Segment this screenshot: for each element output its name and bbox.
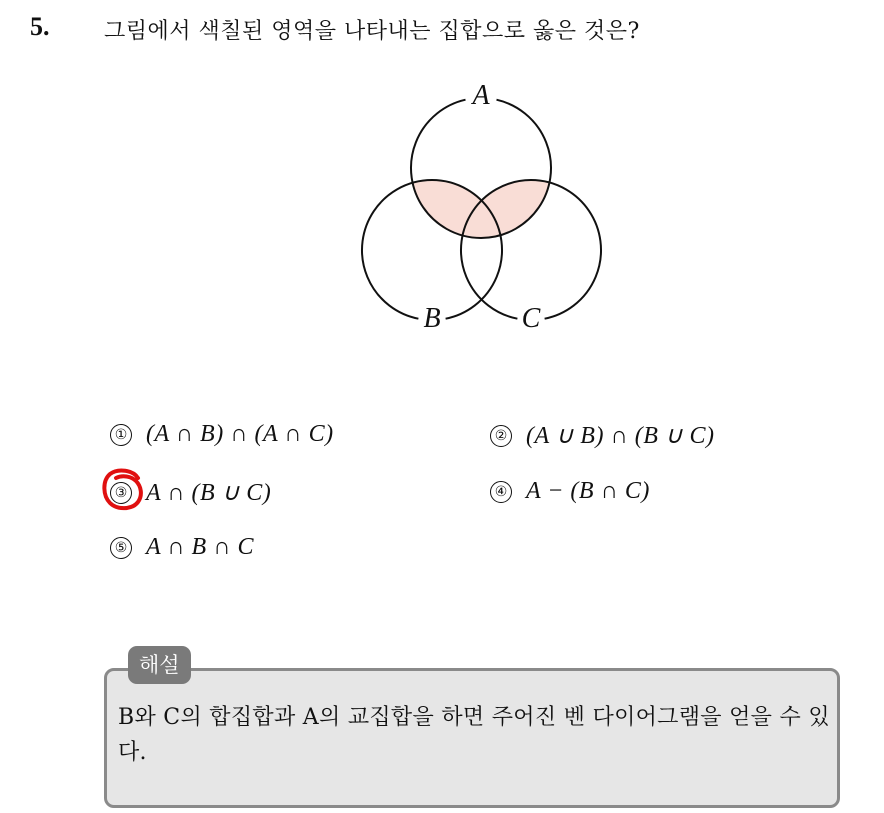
choice-number: ⑤ [110, 537, 132, 559]
label-a: A [472, 80, 490, 111]
choice-number: ③ [110, 482, 132, 504]
choice-expression: A ∩ (B ∪ C) [146, 480, 272, 506]
label-c: C [521, 303, 541, 334]
question-number: 5. [30, 12, 50, 41]
choice-expression: A − (B ∩ C) [526, 478, 650, 504]
choice-number: ② [490, 425, 512, 447]
label-b: B [423, 303, 441, 334]
question-text: 그림에서 색칠된 영역을 나타내는 집합으로 옳은 것은? [104, 19, 640, 44]
choice-number: ① [110, 424, 132, 446]
choice-expression: (A ∩ B) ∩ (A ∩ C) [146, 421, 334, 447]
choice-number: ④ [490, 481, 512, 503]
choice-expression: (A ∪ B) ∩ (B ∪ C) [526, 423, 715, 449]
solution-text: B와 C의 합집합과 A의 교집합을 하면 주어진 벤 다이어그램을 얻을 수 있다. [118, 705, 830, 766]
choice-5[interactable] [110, 534, 254, 561]
choice-1[interactable] [110, 421, 334, 448]
choice-expression: A ∩ B ∩ C [146, 534, 255, 560]
answer-circle-mark [100, 466, 146, 514]
solution-label: 해설 [128, 646, 191, 684]
venn-diagram [350, 70, 620, 340]
choice-4[interactable] [490, 478, 650, 505]
choice-2[interactable] [490, 421, 715, 450]
